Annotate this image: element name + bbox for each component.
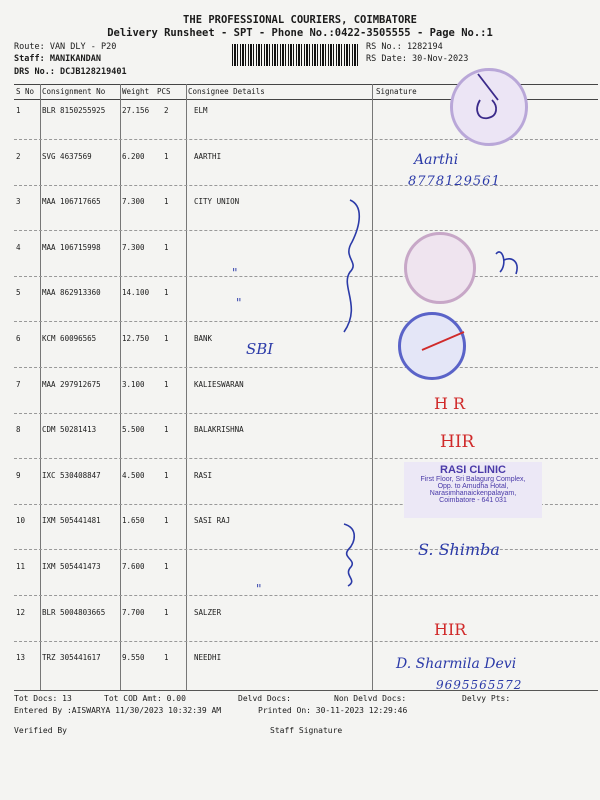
serial-number: 12 (16, 607, 26, 617)
serial-number: 6 (16, 334, 21, 343)
pieces: 1 (164, 470, 169, 480)
row-separator (14, 549, 598, 550)
handwritten-hr: H R (434, 394, 466, 413)
clinic-address: First Floor, Sri Balagurg Complex, (420, 476, 526, 483)
clinic-name: RASI CLINIC (440, 464, 506, 476)
consignment-number: SVG 4637569 (42, 151, 92, 161)
serial-number: 2 (16, 151, 21, 161)
col-consignee: Consignee Details (188, 87, 265, 96)
staff-text: Staff: MANIKANDAN (14, 54, 101, 64)
pieces: 1 (164, 607, 169, 617)
consignee-name: BALAKRISHNA (194, 425, 244, 435)
round-stamp (404, 232, 476, 304)
weight: 12.750 (122, 334, 150, 343)
stamp-signature (420, 326, 470, 356)
serial-number: 8 (16, 425, 21, 435)
col-pcs: PCS (157, 87, 171, 96)
col-consignment: Consignment No (42, 87, 106, 96)
pieces: 1 (164, 425, 169, 435)
non-delivered-docs: Non Delvd Docs: (334, 694, 407, 703)
consignment-number: TRZ 305441617 (42, 653, 101, 663)
staff-signature-label: Staff Signature (270, 726, 343, 735)
serial-number: 9 (16, 470, 21, 480)
consignee-name: RASI (194, 470, 213, 480)
handwritten-signature-aarthi: Aarthi (414, 152, 459, 168)
pieces: 1 (164, 562, 169, 571)
clinic-address: Coimbatore - 641 031 (439, 497, 507, 504)
column-divider (40, 84, 41, 690)
ditto-mark: " (256, 582, 262, 596)
consignment-number: KCM 60096565 (42, 334, 97, 343)
clinic-stamp (404, 462, 542, 518)
pieces: 1 (164, 653, 169, 663)
rs-date: RS Date: 30-Nov-2023 (366, 54, 469, 64)
handwritten-phone: 9695565572 (436, 678, 523, 692)
consignment-number: IXM 505441473 (42, 562, 101, 571)
consignment-number: MAA 862913360 (42, 288, 101, 298)
printed-on: Printed On: 30-11-2023 12:29:46 (258, 706, 408, 715)
verified-by-label: Verified By (14, 726, 67, 735)
weight: 3.100 (122, 379, 145, 389)
weight: 6.200 (122, 151, 145, 161)
handwritten-brace (336, 520, 366, 590)
consignment-number: MAA 106717665 (42, 197, 101, 207)
stamp-signature (468, 70, 508, 126)
handwritten-signature-dharmila: D. Sharmila Devi (396, 656, 517, 672)
company-title: THE PROFESSIONAL COURIERS, COIMBATORE (183, 14, 417, 26)
consignee-name: KALIESWARAN (194, 379, 244, 389)
pieces: 2 (164, 106, 169, 115)
delivery-points: Delvy Pts: (462, 694, 511, 703)
footer-divider (14, 690, 598, 691)
consignment-number: CDM 50281413 (42, 425, 97, 435)
col-weight: Weight (122, 87, 150, 96)
rs-number: RS No.: 1282194 (366, 42, 443, 52)
weight: 5.500 (122, 425, 145, 435)
consignee-name: NEEDHI (194, 653, 222, 663)
pieces: 1 (164, 197, 169, 207)
column-divider (120, 84, 121, 690)
barcode (232, 44, 358, 66)
serial-number: 5 (16, 288, 21, 298)
serial-number: 3 (16, 197, 21, 207)
pieces: 1 (164, 379, 169, 389)
row-separator (14, 185, 598, 186)
handwritten-hr: HIR (440, 432, 475, 452)
pieces: 1 (164, 288, 169, 298)
clinic-address: Opp. to Amudha Hotal, (437, 483, 509, 490)
consignee-name: CITY UNION (194, 197, 240, 207)
drs-number: DRS No.: DCJB128219401 (14, 67, 127, 77)
delivered-docs: Delvd Docs: (238, 694, 291, 703)
serial-number: 13 (16, 653, 26, 663)
row-separator (14, 458, 598, 459)
handwritten-brace (330, 196, 370, 336)
handwritten-phone: 8778129561 (408, 174, 501, 189)
runsheet-subtitle: Delivery Runsheet - SPT - Phone No.:0422-3505555 - Page No.:1 (107, 27, 493, 39)
serial-number: 11 (16, 562, 26, 571)
pieces: 1 (164, 516, 169, 526)
pieces: 1 (164, 242, 169, 252)
consignee-name: ELM (194, 106, 208, 115)
consignment-number: IXM 505441481 (42, 516, 101, 526)
weight: 7.300 (122, 197, 145, 207)
total-cod: Tot COD Amt: 0.00 (104, 694, 186, 703)
serial-number: 10 (16, 516, 26, 526)
consignment-number: MAA 297912675 (42, 379, 101, 389)
weight: 7.300 (122, 242, 145, 252)
route-text: Route: VAN DLY - P20 (14, 42, 117, 52)
col-signature: Signature (376, 87, 417, 96)
handwritten-signature (490, 244, 526, 280)
weight: 7.700 (122, 607, 145, 617)
pieces: 1 (164, 334, 169, 343)
consignment-number: IXC 530408847 (42, 470, 101, 480)
row-separator (14, 321, 598, 322)
ditto-mark: " (232, 266, 238, 280)
handwritten-signature-shimba: S. Shimba (418, 540, 500, 559)
pieces: 1 (164, 151, 169, 161)
handwritten-sbi: SBI (246, 340, 274, 358)
entered-by: Entered By :AISWARYA 11/30/2023 10:32:39 AM (14, 706, 222, 715)
row-separator (14, 230, 598, 231)
row-separator (14, 367, 598, 368)
consignment-number: BLR 5004803665 (42, 607, 106, 617)
total-docs: Tot Docs: 13 (14, 694, 72, 703)
consignment-number: MAA 106715998 (42, 242, 101, 252)
weight: 27.156 (122, 106, 150, 115)
row-separator (14, 641, 598, 642)
handwritten-hr: HIR (434, 620, 467, 639)
row-separator (14, 595, 598, 596)
weight: 14.100 (122, 288, 150, 298)
weight: 7.600 (122, 562, 145, 571)
consignee-name: SALZER (194, 607, 222, 617)
clinic-address: Narasimhanaickenpalayam, (429, 490, 517, 497)
serial-number: 1 (16, 106, 21, 115)
col-sno: S No (16, 87, 35, 96)
serial-number: 7 (16, 379, 21, 389)
ditto-mark: " (236, 296, 242, 310)
consignment-number: BLR 8150255925 (42, 106, 106, 115)
weight: 4.500 (122, 470, 145, 480)
column-divider (372, 84, 373, 690)
consignee-name: BANK (194, 334, 213, 343)
weight: 1.650 (122, 516, 145, 526)
consignee-name: AARTHI (194, 151, 222, 161)
column-divider (186, 84, 187, 690)
weight: 9.550 (122, 653, 145, 663)
row-separator (14, 413, 598, 414)
serial-number: 4 (16, 242, 21, 252)
consignee-name: SASI RAJ (194, 516, 231, 526)
